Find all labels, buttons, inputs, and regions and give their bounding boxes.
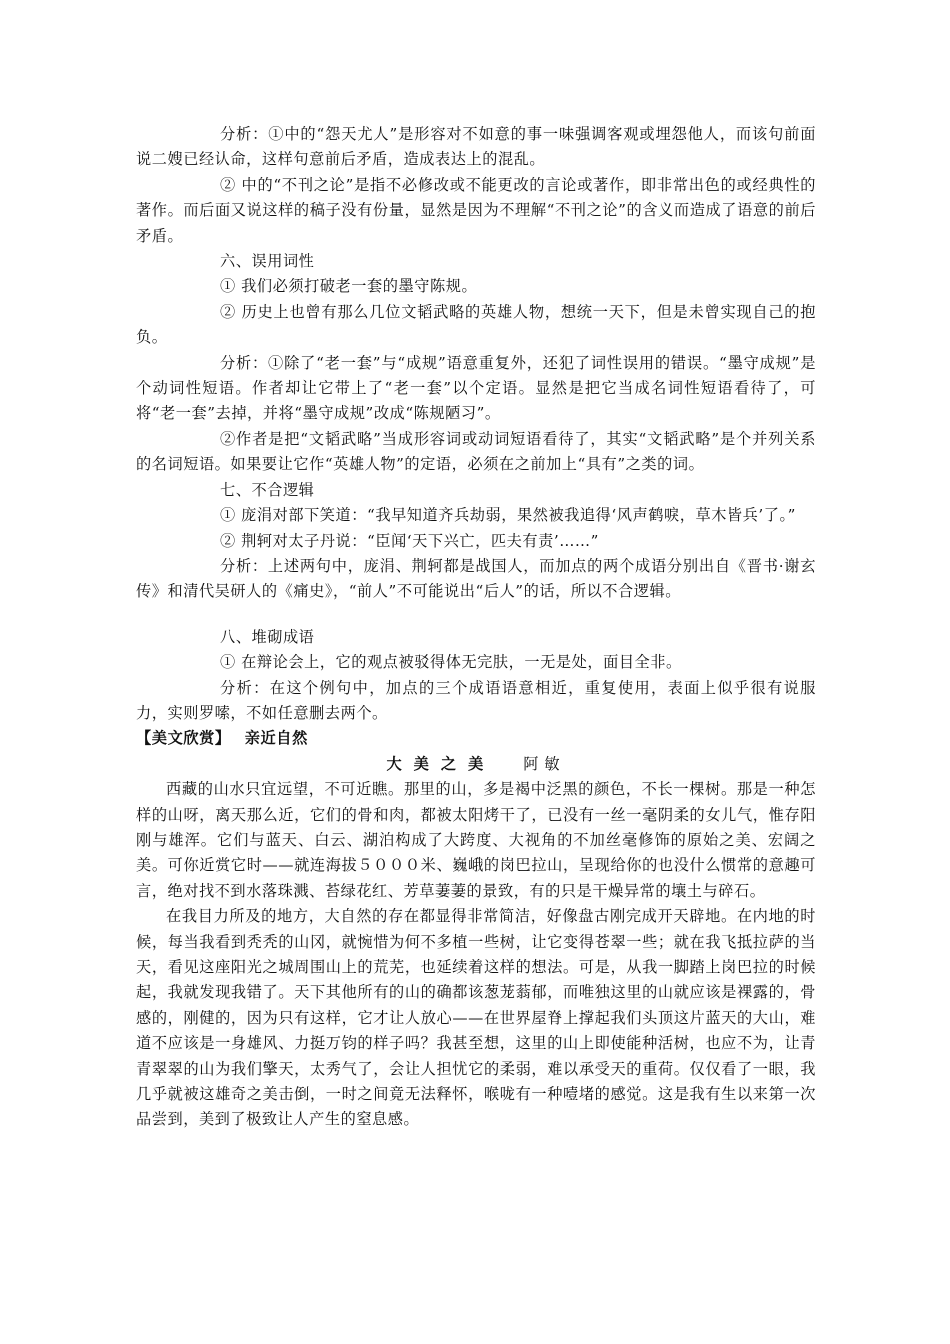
article-title-line (136, 752, 816, 777)
appreciation-heading (136, 726, 816, 751)
analysis-six-1: 分析：①除了“老一套”与“成规”语意重复外，还犯了词性误用的错误。“墨守成规”是个动词性短语。作者却让它带上了“老一套”以个定语。显然是把它当成名词性短语看待了，可将“老一套”去掉，并将“墨守成规”改成“陈规陋习”。 (136, 353, 816, 423)
section-seven-heading: 七、不合逻辑 (220, 480, 315, 499)
document-page (136, 122, 816, 1133)
example-six-1: ① 我们必须打破老一套的墨守陈规。 (220, 277, 478, 296)
article-title: 大美之美 (386, 754, 496, 773)
example-six-2: ② 历史上也曾有那么几位文韬武略的英雄人物，想统一天下，但是未曾实现自己的抱负。 (136, 302, 816, 347)
example-eight-1: ① 在辩论会上，它的观点被驳得体无完肤，一无是处，面目全非。 (220, 653, 682, 672)
analysis-paragraph-2: ② 中的“不刊之论”是指不必修改或不能更改的言论或著作，即非常出色的或经典性的著作。而后面又说这样的稿子没有份量，显然是因为不理解“不刊之论”的含义而造成了语意的前后矛盾。 (136, 175, 816, 245)
appreciation-title: 亲近自然 (244, 729, 308, 748)
analysis-seven: 分析：上述两句中，庞涓、荆轲都是战国人，而加点的两个成语分别出自《晋书·谢玄传》和清代吴研人的《痛史》，“前人”不可能说出“后人”的话，所以不合逻辑。 (136, 556, 816, 601)
appreciation-label: 【美文欣赏】 (136, 729, 231, 748)
analysis-six-2: ②作者是把“文韬武略”当成形容词或动词短语看待了，其实“文韬武略”是个并列关系的名词短语。如果要让它作“英雄人物”的定语，必须在之前加上“具有”之类的词。 (136, 429, 816, 474)
analysis-block (136, 122, 816, 605)
article-paragraph-2: 在我目力所及的地方，大自然的存在都显得非常简洁，好像盘古刚完成开天辟地。在内地的时候，每当我看到秃秃的山冈，就惋惜为何不多植一些树，让它变得苍翠一些；就在我飞抵拉萨的当天，看见这座阳光之城周围山上的荒芜，也延续着这样的想法。可是，从我一脚踏上岗巴拉的时候起，我就发现我错了。天下其他所有的山的确都该葱茏蓊郁，而唯独这里的山就应该是裸露的，骨感的，刚健的，因为只有这样，它才让人放心——在世界屋脊上撑起我们头顶这片蓝天的大山，难道不应该是一身雄风、力挺万钧的样子吗？我甚至想，这里的山上即使能种活树，也应不为，让青青翠翠的山为我们擎天，太秀气了，会让人担忧它的柔弱，难以承受天的重荷。仅仅看了一眼，我几乎就被这雄奇之美击倒，一时之间竟无法释怀，喉咙有一种噎堵的感觉。这是我有生以来第一次品尝到，美到了极致让人产生的窒息感。 (136, 907, 816, 1129)
example-seven-1: ① 庞涓对部下笑道：“我早知道齐兵劫弱，果然被我追得‘风声鹤唳，草木皆兵’了。” (220, 506, 796, 525)
article-author: 阿敏 (523, 754, 566, 773)
article-paragraph-1: 西藏的山水只宜远望，不可近瞧。那里的山，多是褐中泛黑的颜色，不长一棵树。那是一种怎样的山呀，离天那么近，它们的骨和肉，都被太阳烤干了，已没有一丝一毫阴柔的女儿气，惟存阳刚与雄浑。它们与蓝天、白云、湖泊构成了大跨度、大视角的不加丝毫修饰的原始之美、宏阔之美。可你近赏它时——就连海拔５０００米、巍峨的岗巴拉山，呈现给你的也没什么惯常的意趣可言，绝对找不到水落珠溅、苔绿花红、芳草萋萋的景致，有的只是干燥异常的壤土与碎石。 (136, 780, 816, 900)
analysis-eight: 分析：在这个例句中，加点的三个成语语意相近，重复使用，表面上似乎很有说服力，实则罗嗦，不如任意删去两个。 (136, 678, 816, 722)
section-eight-heading: 八、堆砌成语 (220, 627, 315, 646)
paragraph-gap (136, 605, 816, 625)
section-six-heading: 六、误用词性 (220, 252, 315, 271)
example-seven-2: ② 荆轲对太子丹说：“臣闻‘天下兴亡，匹夫有责’……” (220, 531, 599, 550)
section-eight-block (136, 625, 816, 727)
analysis-paragraph-1: 分析：①中的“怨天尤人”是形容对不如意的事一味强调客观或埋怨他人，而该句前面说二嫂已经认命，这样句意前后矛盾，造成表达上的混乱。 (136, 125, 816, 169)
article-body (136, 777, 816, 1133)
